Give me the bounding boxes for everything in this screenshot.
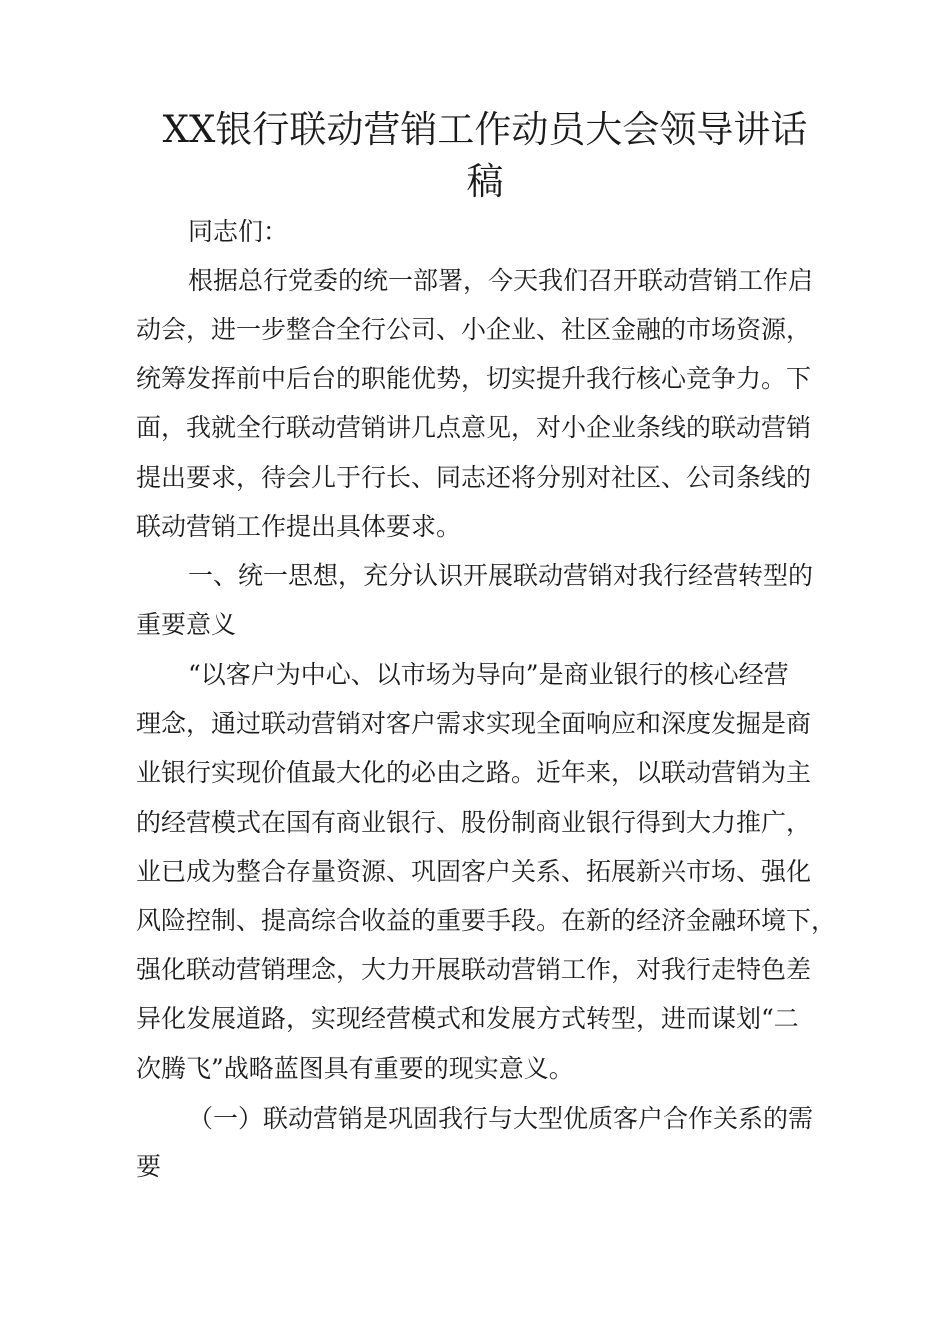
subsection-heading-1-line-1: （一）联动营销是巩固我行与大型优质客户合作关系的需: [188, 1104, 814, 1133]
paragraph-1-line-6: 联动营销工作提出具体要求。: [136, 512, 462, 541]
paragraph-2-line-6: 风险控制、提高综合收益的重要手段。在新的经济金融环境下，: [136, 906, 837, 935]
paragraph-1-line-2: 动会，进一步整合全行公司、小企业、社区金融的市场资源，: [136, 315, 812, 344]
paragraph-1-line-3: 统筹发挥前中后台的职能优势，切实提升我行核心竞争力。下: [136, 364, 812, 393]
paragraph-2-line-1: “以客户为中心、以市场为导向”是商业银行的核心经营: [188, 660, 789, 689]
paragraph-2-line-3: 业银行实现价值最大化的必由之路。近年来，以联动营销为主: [136, 758, 812, 787]
paragraph-1-line-4: 面，我就全行联动营销讲几点意见，对小企业条线的联动营销: [136, 413, 812, 442]
paragraph-1-line-5: 提出要求，待会儿于行长、同志还将分别对社区、公司条线的: [136, 463, 812, 492]
section-heading-1-line-2: 重要意义: [136, 610, 237, 639]
paragraph-2-line-7: 强化联动营销理念，大力开展联动营销工作，对我行走特色差: [136, 955, 812, 984]
document-title-line-1: XX银行联动营销工作动员大会领导讲话: [162, 108, 808, 151]
paragraph-1-line-1: 根据总行党委的统一部署，今天我们召开联动营销工作启: [188, 266, 814, 295]
paragraph-2-line-2: 理念，通过联动营销对客户需求实现全面响应和深度发掘是商: [136, 709, 812, 738]
paragraph-2-line-5: 业已成为整合存量资源、巩固客户关系、拓展新兴市场、强化: [136, 857, 812, 886]
paragraph-2-line-8: 异化发展道路，实现经营模式和发展方式转型，进而谋划“二: [136, 1004, 799, 1033]
subsection-heading-1-line-2: 要: [136, 1152, 162, 1181]
document-title-line-2: 稿: [466, 160, 504, 203]
paragraph-2-line-4: 的经营模式在国有商业银行、股份制商业银行得到大力推广，: [136, 808, 812, 837]
section-heading-1-line-1: 一、统一思想，充分认识开展联动营销对我行经营转型的: [188, 561, 814, 590]
paragraph-2-line-9: 次腾飞”战略蓝图具有重要的现实意义。: [136, 1054, 574, 1083]
salutation: 同志们：: [188, 217, 289, 246]
